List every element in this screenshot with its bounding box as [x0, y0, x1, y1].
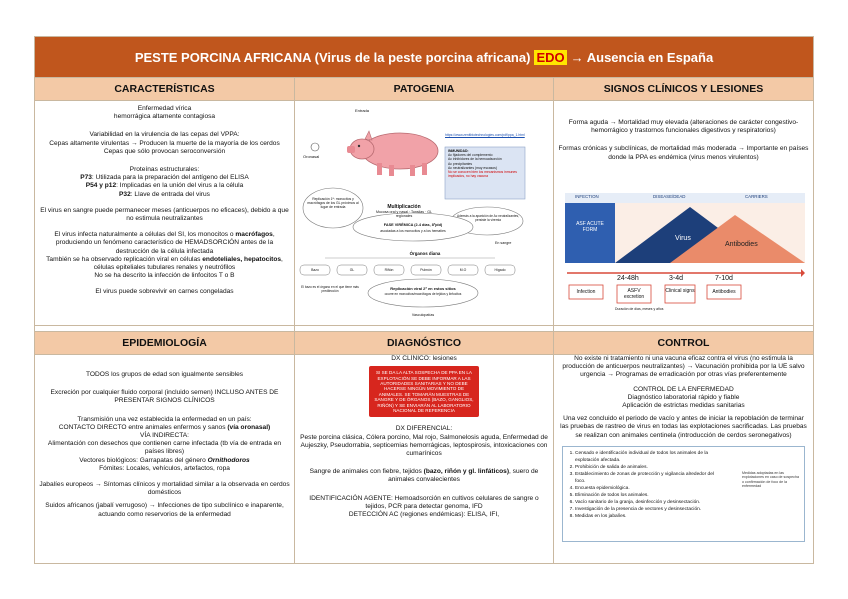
source-link[interactable]: https://www.zenitbiotechnologies.com/pdf/ppa_1.html [445, 133, 525, 137]
list-item: 5. Eliminación de todos los animales. [575, 492, 725, 499]
text-line: El virus infecta naturalmente a células del SI, los monocitos o [54, 231, 234, 239]
header-caracteristicas: CARACTERÍSTICAS [35, 77, 294, 101]
list-item: 2. Prohibición de salida de animales. [575, 464, 725, 471]
control-measures-list [567, 450, 725, 520]
header-signos: SIGNOS CLÍNICOS Y LESIONES [554, 77, 813, 101]
text-bold: macrófagos [235, 231, 273, 239]
label-carriers: CARRIERS [745, 194, 768, 199]
text-paragraph: No existe ni tratamiento ni una vacuna eficaz contra el virus (no estimula la producción de anticuerpos neutralizantes) → Vacunación prohibida por la UE salvo urgencia → Programas de erradicación por otras vías preferentemente [562, 355, 805, 379]
text-paragraph: Formas crónicas y subclínicas, de mortalidad más moderada → Importante en países donde la PPA es endémica (virus menos virulentos) [558, 145, 809, 161]
time-3-4d: 3-4d [669, 275, 684, 282]
organ-label: Hígado [494, 268, 506, 272]
vasculopatias-label: Vasculopatías [411, 313, 435, 317]
alert-box: SI SE DA LA ALTA SOSPECHA DE PPA EN LA EXPLOTACIÓN SE DEBE INFORMAR A LAS AUTORIDADES SANITARIAS Y NO DEBE HACERSE NINGÚN MOVIMIENTO DE ANIMALES. SE TOMARÁN MUESTRAS DE SANGRE Y DE ÓRGANOS (BAZO, GANGLIOS, RIÑÓN) Y SE ENVIARÁN AL LABORATORIO NACIONAL DE REFERENCIA [369, 366, 479, 417]
text-line: DX DIFERENCIAL: [395, 425, 453, 433]
list-item: 7. Investigación de la presencia de vectores y desinsectación. [575, 506, 725, 513]
time-24-48h: 24-48h [617, 275, 639, 282]
text-bold: (bazo, riñón y gl. linfáticos) [423, 468, 510, 476]
caracteristicas-text [35, 105, 294, 323]
inmunidad-item: Ac neutralizantes (muy escasos) [448, 165, 497, 170]
label-asf-acute: ASF ACUTE FORM [576, 221, 604, 233]
organ-label: Riñón [384, 268, 394, 272]
organos-title: Órganos diana [409, 251, 441, 256]
organ-label: GL [349, 268, 355, 272]
stage-antibodies: Antibodies [712, 289, 736, 295]
header-epidemiologia: EPIDEMIOLOGÍA [35, 331, 294, 355]
text-line: Vectores biológicos: Garrapatas del género [79, 456, 206, 464]
inmunidad-item: Ac fijadores del complemento [448, 153, 493, 158]
list-item: 1. Censado e identificación individual de todos los animales de la explotación afectada. [575, 450, 725, 464]
bazo-note: El bazo es el órgano en el que tiene más predilección [301, 285, 359, 293]
text-line: DX CLÍNICO: lesiones [391, 355, 457, 362]
text-line: Cepas altamente virulentas → Producen la muerte de la mayoría de los cerdos [49, 139, 280, 147]
text-paragraph: El virus en sangre puede permanecer meses (anticuerpos no eficaces), debido a que no estimula neutralizantes [40, 206, 289, 223]
text-line: Sangre de animales con fiebre, tejidos [309, 468, 422, 476]
text-line: CONTROL DE LA ENFERMEDAD [633, 385, 734, 393]
text-line: , suero de animales convalecientes [388, 468, 539, 484]
text-line: : Llave de entrada del virus [130, 190, 210, 198]
text-line: Variabilidad en la virulencia de las cepas del VPPA: [89, 131, 240, 139]
fase-viremica-sub: asociadas a los monocitos y a los hematíes [380, 229, 446, 233]
replicacion1-text: Replicación 1ª: monocitos y macrófagos de los GL próximos al lugar de entrada [307, 197, 359, 210]
virus-icon [311, 143, 319, 151]
inmunidad-note: No se conocen bien los mecanismos inmunes implicados, no hay vacuna [448, 170, 517, 179]
text-paragraph: Jabalíes europeos → Síntomas clínicos y mortalidad similar a la observada en cerdos domésticos [39, 481, 290, 497]
text-line: Peste porcina clásica, Cólera porcino, Mal rojo, Salmonelosis aguda, Enfermedad de Aujeszky, Pseudorrabia, septicemias hemorrágicas, leptospirosis, intoxicaciones con cumarínicos [300, 433, 548, 458]
text-line: Enfermedad vírica [137, 105, 192, 112]
header-patogenia: PATOGENIA [295, 77, 553, 101]
stage-infection: Infection [576, 289, 596, 295]
control-text [554, 355, 813, 561]
label-disease: DISEASE/DEAD [653, 194, 686, 199]
divider [35, 325, 813, 326]
patogenia-diagram [295, 103, 553, 323]
text-line: Proteínas estructurales: [129, 166, 200, 174]
list-item: 4. Encuesta epidemiológica. [575, 485, 725, 492]
text-line: : Utilizada para la preparación del antígeno del ELISA [91, 174, 249, 182]
text-paragraph: TODOS los grupos de edad son igualmente sensibles [85, 371, 244, 378]
text-line: CONTACTO DIRECTO entre animales enfermos y sanos [58, 423, 226, 431]
text-bold: endoteliales, hepatocitos [202, 255, 282, 263]
epidemiologia-text [35, 371, 294, 561]
organ-label: Bazo [311, 268, 319, 272]
inmunidad-item: Ac precipitantes [448, 161, 473, 166]
diagnostico-text [295, 355, 553, 561]
label-virus: Virus [675, 235, 691, 242]
label-antibodies: Antibodies [725, 241, 758, 248]
text-line: No se ha descrito la infección de linfocitos T o B [94, 272, 235, 280]
control-measures-box [562, 446, 805, 542]
time-7-10d: 7-10d [715, 275, 733, 282]
signos-text [554, 119, 813, 189]
text-line: hemorrágica altamente contagiosa [113, 113, 216, 121]
control-side-note: Medidas adoptadas en las explotaciones en caso de sospecha o confirmación de foco de la enfermedad [742, 470, 799, 489]
fact-sheet [34, 36, 814, 564]
duration-note: Duración de días, meses y años [615, 307, 664, 311]
oronasal-label: Oronasal [303, 154, 320, 159]
edo-badge: EDO [536, 49, 565, 65]
text-paragraph: Forma aguda → Mortalidad muy elevada (alteraciones de carácter congestivo-hemorrágico y trastornos funcionales digestivos y respiratorios) [568, 119, 799, 135]
list-item: 6. Vacío sanitario de la granja, desinfección y desinsectación. [575, 499, 725, 506]
text-line: , produciendo un fenómeno característico de HEMADSORCIÓN antes de la destrucción de la célula infectada [55, 231, 275, 255]
en-sangre-label: En sangre [495, 241, 512, 245]
label-infection: INFECTION [575, 194, 599, 199]
multiplicacion-title: Multiplicación [387, 204, 421, 210]
text-line: También se ha observado replicación viral en células [46, 255, 201, 263]
text-bold: (vía oronasal) [227, 423, 271, 431]
text-paragraph: Suidos africanos (jabalí verrugoso) → Infecciones de tipo subclínico e inaparente, actuando como reservorios de la enfermedad [45, 502, 284, 518]
multiplicacion-sub: Mucosa oral y nasal · Tonsilas · GL regionales [375, 210, 433, 219]
organ-label: Pulmón [420, 268, 432, 272]
replicacion2-title: Replicación viral 2ª en estos sitios [390, 286, 456, 291]
timeline-svg [565, 193, 805, 321]
inmunidad-title: INMUNIDAD: [448, 149, 469, 153]
inmunidad-box [448, 149, 523, 178]
text-line: DETECCIÓN AC (regiones endémicas): ELISA, IFI, [348, 511, 500, 519]
stage-clinical: Clinical signs [665, 288, 695, 294]
text-paragraph: El virus puede sobrevivir en carnes congeladas [95, 288, 234, 296]
page-title [35, 37, 813, 77]
title-prefix: PESTE PORCINA AFRICANA (Virus de la peste porcina africana) [134, 49, 531, 65]
text-line: Transmisión una vez establecida la enfermedad en un país: [77, 415, 252, 423]
text-paragraph: Una vez concluido el periodo de vacío y antes de iniciar la repoblación de terminar las pruebas de rastreo de virus en todas las explotaciones sacrificadas. Las pruebas se realizan con animales centinela (introducción de cerdos seronegativos) [560, 415, 807, 439]
asf-timeline-diagram [565, 193, 805, 321]
text-line: VÍA INDIRECTA: [140, 432, 189, 440]
list-item: 3. Establecimiento de zonas de protección y vigilancia alrededor del foco. [575, 471, 725, 485]
entrada-label: Entrada [355, 108, 370, 113]
sangre-note: Además a la aparición de Ac neutralizantes, persiste la viremia [456, 214, 519, 222]
header-control: CONTROL [554, 331, 813, 355]
replicacion2-sub: ocurre en monocitos/macrófagos de tejidos y linfocitos [384, 292, 462, 296]
protein-name: P32 [119, 190, 131, 198]
list-item: 8. Medidas en los jabalíes. [575, 513, 725, 520]
organ-boxes [300, 265, 515, 275]
text-line: Diagnóstico laboratorial rápido y fiable [627, 393, 740, 401]
protein-name: P73 [80, 174, 92, 182]
title-suffix: → Ausencia en España [570, 49, 714, 65]
pig-illustration [347, 131, 438, 176]
stage-excretion: ASFV excretion [623, 288, 645, 300]
text-line: Aplicación de estrictas medidas sanitarias [622, 402, 745, 410]
protein-name: P54 y p12 [85, 182, 117, 190]
text-line: Cepas que sólo provocan seroconversión [103, 147, 226, 155]
header-diagnostico: DIAGNÓSTICO [295, 331, 553, 355]
inmunidad-item: Ac inhibidores de la hemoadsorción [448, 157, 502, 162]
text-line: IDENTIFICACIÓN AGENTE: Hemoadsorción en cultivos celulares de sangre o tejidos, PCR para detectar genoma, IFD [309, 494, 539, 510]
organ-label: M.O [459, 268, 467, 272]
text-line: : Implicadas en la unión del virus a la célula [116, 182, 244, 190]
fase-viremica: FASE VIRÉMICA (2-4 días, 8ºpid) [383, 223, 443, 227]
text-line: Fómites: Locales, vehículos, artefactos, ropa [99, 464, 230, 472]
text-line: , células epiteliales tubulares renales y neutrófilos [93, 255, 283, 272]
text-paragraph: Excreción por cualquier fluido corporal (incluido semen) INCLUSO ANTES DE PRESENTAR SIGNOS CLÍNICOS [50, 389, 279, 405]
genus-name: Ornithodoros [207, 456, 250, 464]
text-line: Alimentación con desechos que contienen carne infectada (tb vía de entrada en países libres) [47, 440, 282, 456]
